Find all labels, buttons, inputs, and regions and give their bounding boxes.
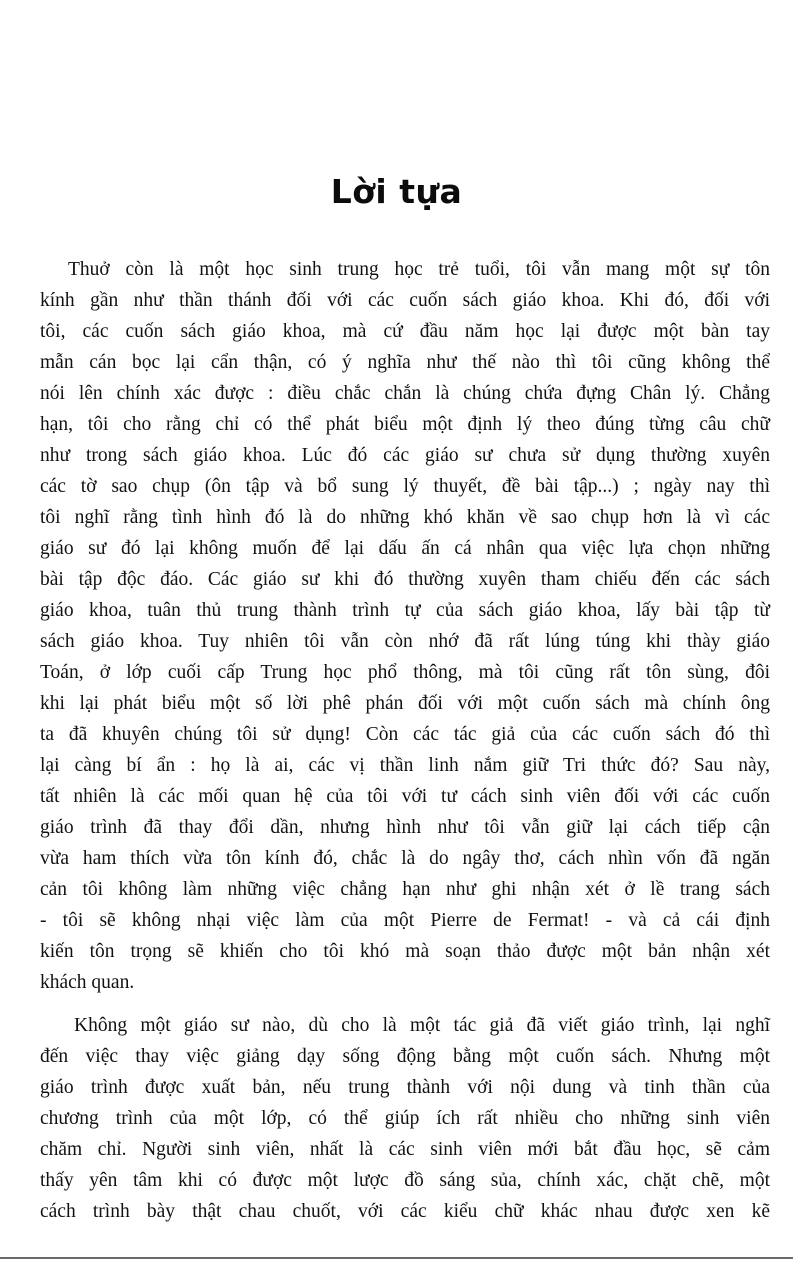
text-line: thấy yên tâm khi có được một lược đồ sáng sủa, chính xác, chặt chẽ, một <box>40 1170 770 1191</box>
text-line: ta đã khuyên chúng tôi sử dụng! Còn các tác giả của các cuốn sách đó thì <box>40 724 770 745</box>
text-line: vừa ham thích vừa tôn kính đó, chắc là do ngây thơ, cách nhìn vốn đã ngăn <box>40 848 770 869</box>
text-line: chăm chỉ. Người sinh viên, nhất là các sinh viên mới bắt đầu học, sẽ cảm <box>40 1139 770 1160</box>
text-line: các tờ sao chụp (ôn tập và bổ sung lý thuyết, đề bài tập...) ; ngày nay thì <box>40 476 770 497</box>
text-line: như trong sách giáo khoa. Lúc đó các giáo sư chưa sử dụng thường xuyên <box>40 445 770 466</box>
text-line: nói lên chính xác được : điều chắc chắn là chúng chứa đựng Chân lý. Chẳng <box>40 383 770 404</box>
text-line: khách quan. <box>40 972 135 993</box>
text-line: giáo sư đó lại không muốn để lại dấu ấn cá nhân qua việc lựa chọn những <box>40 538 770 559</box>
text-line: giáo trình đã thay đổi dần, nhưng hình như tôi vẫn giữ lại cách tiếp cận <box>40 817 770 838</box>
text-line: Thuở còn là một học sinh trung học trẻ tuổi, tôi vẫn mang một sự tôn <box>68 259 770 280</box>
text-line: Toán, ở lớp cuối cấp Trung học phổ thông, mà tôi cũng rất tôn sùng, đôi <box>40 662 770 683</box>
text-line: cản tôi không làm những việc chẳng hạn như ghi nhận xét ở lề trang sách <box>40 879 770 900</box>
text-line: chương trình của một lớp, có thể giúp ích rất nhiều cho những sinh viên <box>40 1108 770 1129</box>
text-line: cách trình bày thật chau chuốt, với các kiểu chữ khác nhau được xen kẽ <box>40 1201 770 1222</box>
text-line: khi lại phát biểu một số lời phê phán đối với một cuốn sách mà chính ông <box>40 693 770 714</box>
text-line: giáo khoa, tuân thủ trung thành trình tự của sách giáo khoa, lấy bài tập từ <box>40 600 770 621</box>
text-line: hạn, tôi cho rằng chỉ có thể phát biểu một định lý theo đúng từng câu chữ <box>40 414 770 435</box>
text-line: tất nhiên là các mối quan hệ của tôi với tư cách sinh viên đối với các cuốn <box>40 786 770 807</box>
text-line: đến việc thay việc giảng dạy sống động bằng một cuốn sách. Nhưng một <box>40 1046 770 1067</box>
text-line: Không một giáo sư nào, dù cho là một tác giả đã viết giáo trình, lại nghĩ <box>74 1015 770 1036</box>
text-line: sách giáo khoa. Tuy nhiên tôi vẫn còn nhớ đã rất lúng túng khi thày giáo <box>40 631 770 652</box>
page-title: Lời tựa <box>330 172 463 211</box>
text-line: lại càng bí ẩn : họ là ai, các vị thần linh nắm giữ Tri thức đó? Sau này, <box>40 755 770 776</box>
text-line: kính gần như thần thánh đối với các cuốn sách giáo khoa. Khi đó, đối với <box>40 290 770 311</box>
paragraph-2 <box>40 1010 770 1227</box>
text-line: tôi, các cuốn sách giáo khoa, mà cứ đầu năm học lại được một bàn tay <box>40 321 770 342</box>
text-line: giáo trình được xuất bản, nếu trung thành với nội dung và tinh thần của <box>40 1077 770 1098</box>
text-line: mẫn cán bọc lại cẩn thận, có ý nghĩa như thế nào thì tôi cũng không thể <box>40 352 770 373</box>
paragraph-1 <box>40 254 770 998</box>
text-line: kiến tôn trọng sẽ khiến cho tôi khó mà soạn thảo được một bản nhận xét <box>40 941 770 962</box>
page-bottom-border <box>0 1257 793 1259</box>
text-line: bài tập độc đáo. Các giáo sư khi đó thường xuyên tham chiếu đến các sách <box>40 569 770 590</box>
text-line: - tôi sẽ không nhại việc làm của một Pierre de Fermat! - và cả cái định <box>40 910 770 931</box>
text-line: tôi nghĩ rằng tình hình đó là do những khó khăn về sao chụp hơn là vì các <box>40 507 770 528</box>
